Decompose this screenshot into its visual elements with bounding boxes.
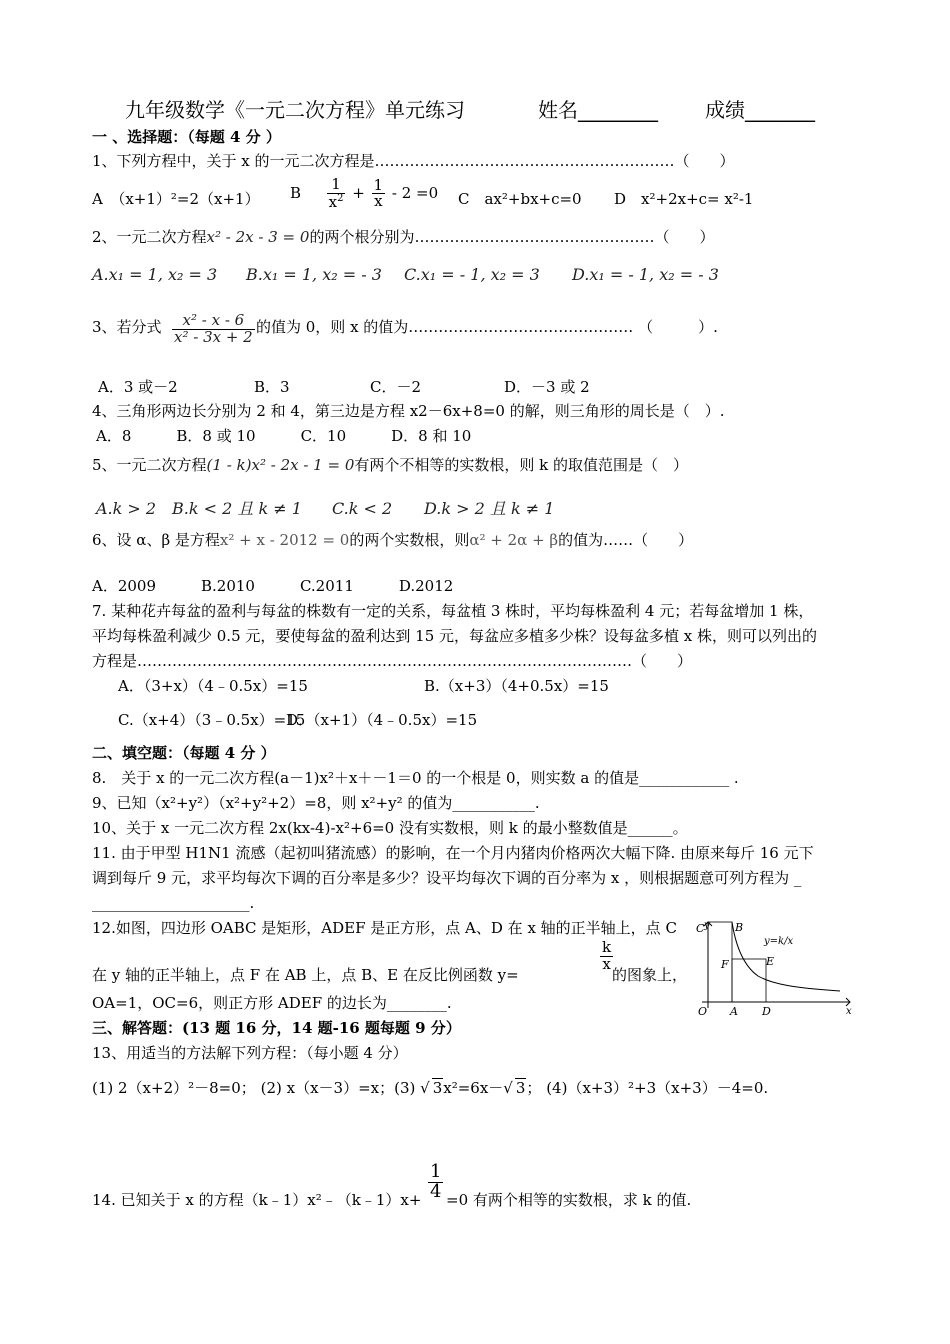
fig-point-a: A (730, 1005, 738, 1018)
fig-point-o: O (698, 1005, 708, 1018)
fig-point-b: B (735, 921, 744, 934)
question-10: 10、关于 x 一元二次方程 2x(kx-4)-x²+6=0 没有实数根，则 k 的最小整数值是______。 (92, 819, 688, 837)
inverse-function-curve (732, 922, 840, 991)
q1-option-a: A （x+1）²=2（x+1） (92, 190, 260, 208)
question-11-line-2: 调到每斤 9 元，求平均每次下调的百分率是多少？设平均每次下调的百分率为 x ，则根据题意可列方程为 _ (92, 869, 802, 887)
q6-options: A．2009 B.2010 C.2011 D.2012 (92, 577, 454, 595)
q6-stem-mid: 的两个实数根，则 (349, 531, 470, 549)
question-6-stem (92, 531, 693, 549)
q6-stem-pre: 6、设 α、β 是方程 (92, 531, 220, 549)
q5-stem-post: 有两个不相等的实数根，则 k 的取值范围是（ ） (354, 456, 689, 474)
question-3-stem-post: 的值为 0，则 x 的值为……………………………………… （ ）. (256, 318, 718, 336)
q3-option-b: B．3 (254, 378, 290, 396)
fig-label-x: x (846, 1006, 852, 1017)
q3-option-c: C．－2 (370, 378, 422, 396)
q2-option-d: D.x₁ = - 1, x₂ = - 3 (572, 265, 719, 284)
q13-part-3-post: ； (526, 1079, 542, 1097)
q7-option-b: B.（x+3）（4+0.5x）=15 (424, 677, 609, 695)
question-9: 9、已知（x²+y²）（x²+y²+2）=8，则 x²+y² 的值为___________. (92, 794, 540, 812)
question-8: 8. 关于 x 的一元二次方程(a－1)x²＋x＋－1＝0 的一个根是 0，则实数 a 的值是____________ . (92, 769, 739, 787)
fig-function-label: y=k/x (764, 936, 794, 947)
q2-equation: x² - 2x - 3 = 0 (206, 228, 310, 246)
q14-frac-denominator: 4 (430, 1180, 442, 1202)
score-field: 成绩_______ (705, 98, 815, 122)
q13-part-3-mid: x²=6x－ (443, 1079, 504, 1097)
q6-equation: x² + x - 2012 = 0 (219, 531, 350, 549)
section-heading-solve: 三、解答题：(13 题 16 分，14 题-16 题每题 9 分） (92, 1019, 461, 1037)
q13-part-3-pre: (3) (394, 1079, 416, 1097)
q5-stem-pre: 5、一元二次方程 (92, 456, 207, 474)
q7-option-a: A．（3+x）（4﹣0.5x）=15 (118, 677, 308, 695)
q1-option-b-tail: - 2 =0 (391, 183, 439, 202)
q3-fraction (170, 313, 257, 346)
question-12-line-2: 在 y 轴的正半轴上，点 F 在 AB 上，点 B、E 在反比例函数 y= (92, 966, 519, 984)
q6-expression: α² + 2α + β (469, 531, 559, 549)
q13-part-4: (4)（x+3）²+3（x+3）－4=0. (546, 1079, 769, 1097)
q2-option-a: A.x₁ = 1, x₂ = 3 (92, 265, 218, 284)
q6-stem-post: 的值为……（ ） (558, 531, 694, 549)
name-field: 姓名________ (538, 98, 658, 122)
question-13-stem: 13、用适当的方法解下列方程：（每小题 4 分） (92, 1044, 408, 1062)
q5-option-b: B.k < 2 且 k ≠ 1 (172, 499, 302, 518)
question-4-stem: 4、三角形两边长分别为 2 和 4，第三边是方程 x2－6x+8=0 的解，则三角形的周长是（ ）. (92, 402, 725, 420)
question-7-line-2: 平均每株盈利减少 0.5 元，要使每盆的盈利达到 15 元，每盆应多植多少株？设每盆多植 x 株，则可以列出的 (92, 627, 818, 645)
question-14-post: =0 有两个相等的实数根，求 k 的值. (446, 1191, 692, 1209)
question-13-parts (92, 1078, 768, 1097)
q12-frac-numerator: k (602, 938, 612, 956)
q14-frac-numerator: 1 (430, 1161, 442, 1182)
q7-option-c: C.（x+4）（3﹣0.5x）=15 (118, 711, 306, 729)
square-adef (732, 959, 766, 1002)
question-11-line-3: _____________________. (92, 894, 255, 912)
q3-denominator: x² - 3x + 2 (174, 327, 253, 346)
q2-stem-pre: 2、一元二次方程 (92, 228, 207, 246)
q5-option-c: C.k < 2 (332, 499, 393, 518)
q2-option-c: C.x₁ = - 1, x₂ = 3 (404, 265, 540, 284)
question-5-stem (92, 456, 688, 474)
sqrt3-glyph: √ 3 (503, 1079, 526, 1097)
question-7-line-3: 方程是………………………………………………………………………………………（ ） (92, 652, 693, 670)
fig-point-c: C (696, 922, 705, 935)
sqrt3-glyph: √ 3 (420, 1079, 443, 1097)
q14-fraction (426, 1163, 445, 1202)
question-14-pre: 14. 已知关于 x 的方程（k﹣1）x²﹣（k﹣1）x+ (92, 1191, 422, 1209)
q7-option-d: D．（x+1）（4﹣0.5x）=15 (286, 711, 478, 729)
q3-numerator: x² - x - 6 (172, 313, 255, 330)
q5-equation: (1 - k)x² - 2x - 1 = 0 (206, 456, 355, 474)
q2-option-b: B.x₁ = 1, x₂ = - 3 (246, 265, 382, 284)
question-1-stem: 1、下列方程中，关于 x 的一元二次方程是……………………………………………………（ ） (92, 152, 735, 170)
q12-figure (690, 918, 860, 1018)
q4-options: A．8 B．8 或 10 C．10 D．8 和 10 (96, 427, 472, 445)
q1-option-b-label: B (290, 183, 302, 202)
question-12-line-3: OA=1，OC=6，则正方形 ADEF 的边长为________. (92, 994, 452, 1012)
question-3-stem-pre: 3、若分式 (92, 318, 162, 336)
q13-part-1: (1) 2（x+2）²－8=0； (92, 1079, 256, 1097)
q3-option-d: D．－3 或 2 (504, 378, 590, 396)
page-title: 九年级数学《一元二次方程》单元练习 (125, 98, 465, 122)
question-7-line-1: 7. 某种花卉每盆的盈利与每盆的株数有一定的关系，每盆植 3 株时，平均每株盈利 4 元；若每盆增加 1 株， (92, 602, 814, 620)
fig-point-d: D (762, 1005, 771, 1018)
question-12-line-2-tail: 的图象上， (612, 966, 688, 984)
question-11-line-1: 11. 由于甲型 H1N1 流感（起初叫猪流感）的影响，在一个月内猪肉价格两次大幅下降. 由原来每斤 16 元下 (92, 844, 814, 862)
question-12-line-1: 12.如图，四边形 OABC 是矩形，ADEF 是正方形，点 A、D 在 x 轴的正半轴上，点 C (92, 919, 677, 937)
section-heading-choice: 一 、选择题：（每题 4 分 ） (92, 128, 281, 146)
fig-point-f: F (721, 958, 729, 971)
q5-option-a: A.k > 2 (96, 499, 157, 518)
fig-point-e: E (766, 955, 775, 968)
section-heading-fill: 二、填空题：（每题 4 分 ） (92, 744, 276, 762)
q3-option-a: A．3 或－2 (98, 378, 178, 396)
question-2-stem (92, 228, 714, 246)
q13-part-2: (2) x（x－3）=x； (260, 1079, 395, 1097)
q2-stem-post: 的两个根分别为…………………………………………（ ） (309, 228, 715, 246)
q1-option-d: D x²+2x+c= x²-1 (614, 190, 754, 208)
q12-frac-denominator: x (602, 954, 611, 973)
q1-option-b: B $\frac{1}{x^2}$ + $\frac{1}{x}$ - 2 =0 (290, 175, 439, 211)
fig-label-y: y (704, 920, 710, 931)
q1-option-c: C ax²+bx+c=0 (458, 190, 582, 208)
q5-option-d: D.k > 2 且 k ≠ 1 (424, 499, 555, 518)
